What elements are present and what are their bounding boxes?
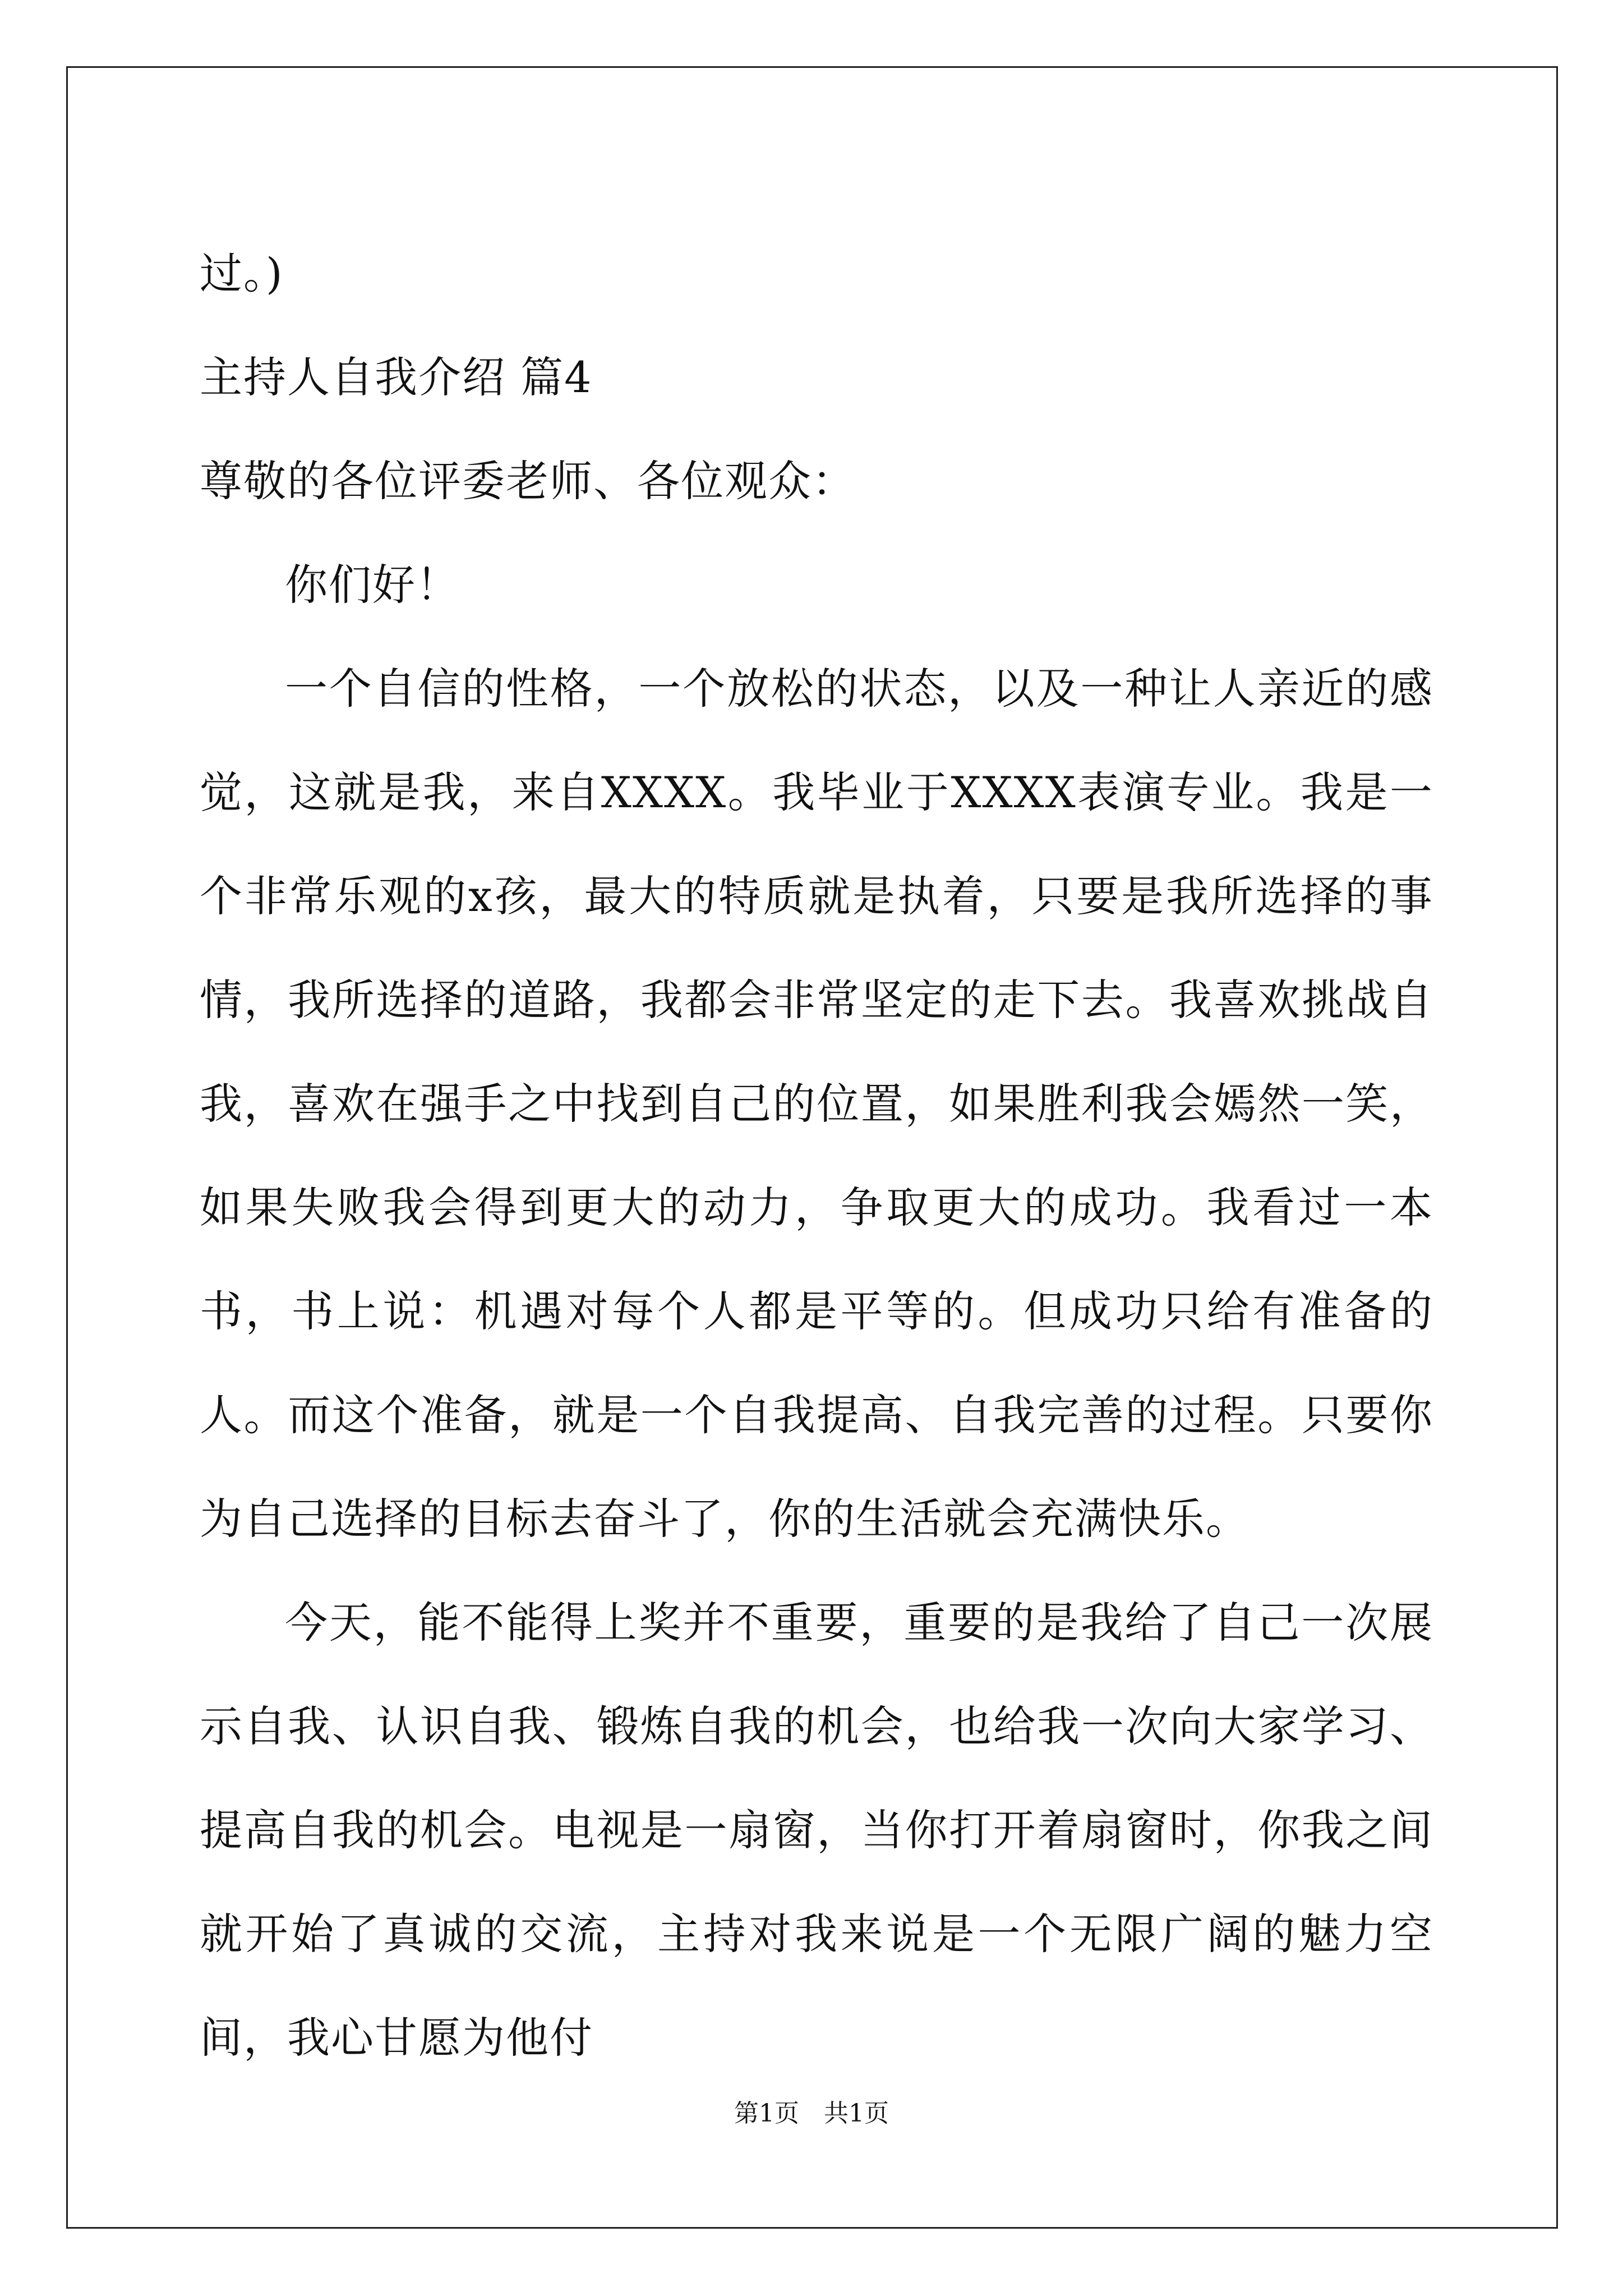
paragraph-intro: 一个自信的性格，一个放松的状态，以及一种让人亲近的感觉，这就是我，来自XXXX。我毕业于XXXX表演专业。我是一个非常乐观的x孩，最大的特质就是执着，只要是我所选择的事情，我所选择的道路，我都会非常坚定的走下去。我喜欢挑战自我，喜欢在强手之中找到自己的位置，如果胜利我会嫣然一笑，如果失败我会得到更大的动力，争取更大的成功。我看过一本书，书上说：机遇对每个人都是平等的。但成功只给有准备的人。而这个准备，就是一个自我提高、自我完善的过程。只要你为自己选择的目标去奋斗了，你的生活就会充满快乐。 [200, 664, 1433, 1544]
paragraph-continuation: 过。) [200, 249, 284, 298]
salutation: 尊敬的各位评委老师、各位观众： [200, 456, 856, 506]
paragraph-today: 今天，能不能得上奖并不重要，重要的是我给了自己一次展示自我、认识自我、锻炼自我的机会，也给我一次向大家学习、提高自我的机会。电视是一扇窗，当你打开着扇窗时，你我之间就开始了真诚的交流，主持对我来说是一个无限广阔的魅力空间，我心甘愿为他付 [200, 1598, 1433, 2063]
section-heading: 主持人自我介绍 篇4 [200, 352, 593, 402]
document-body [200, 222, 1433, 2090]
page-footer: 第1页 共1页 [734, 2099, 889, 2128]
greeting: 你们好！ [285, 560, 460, 610]
